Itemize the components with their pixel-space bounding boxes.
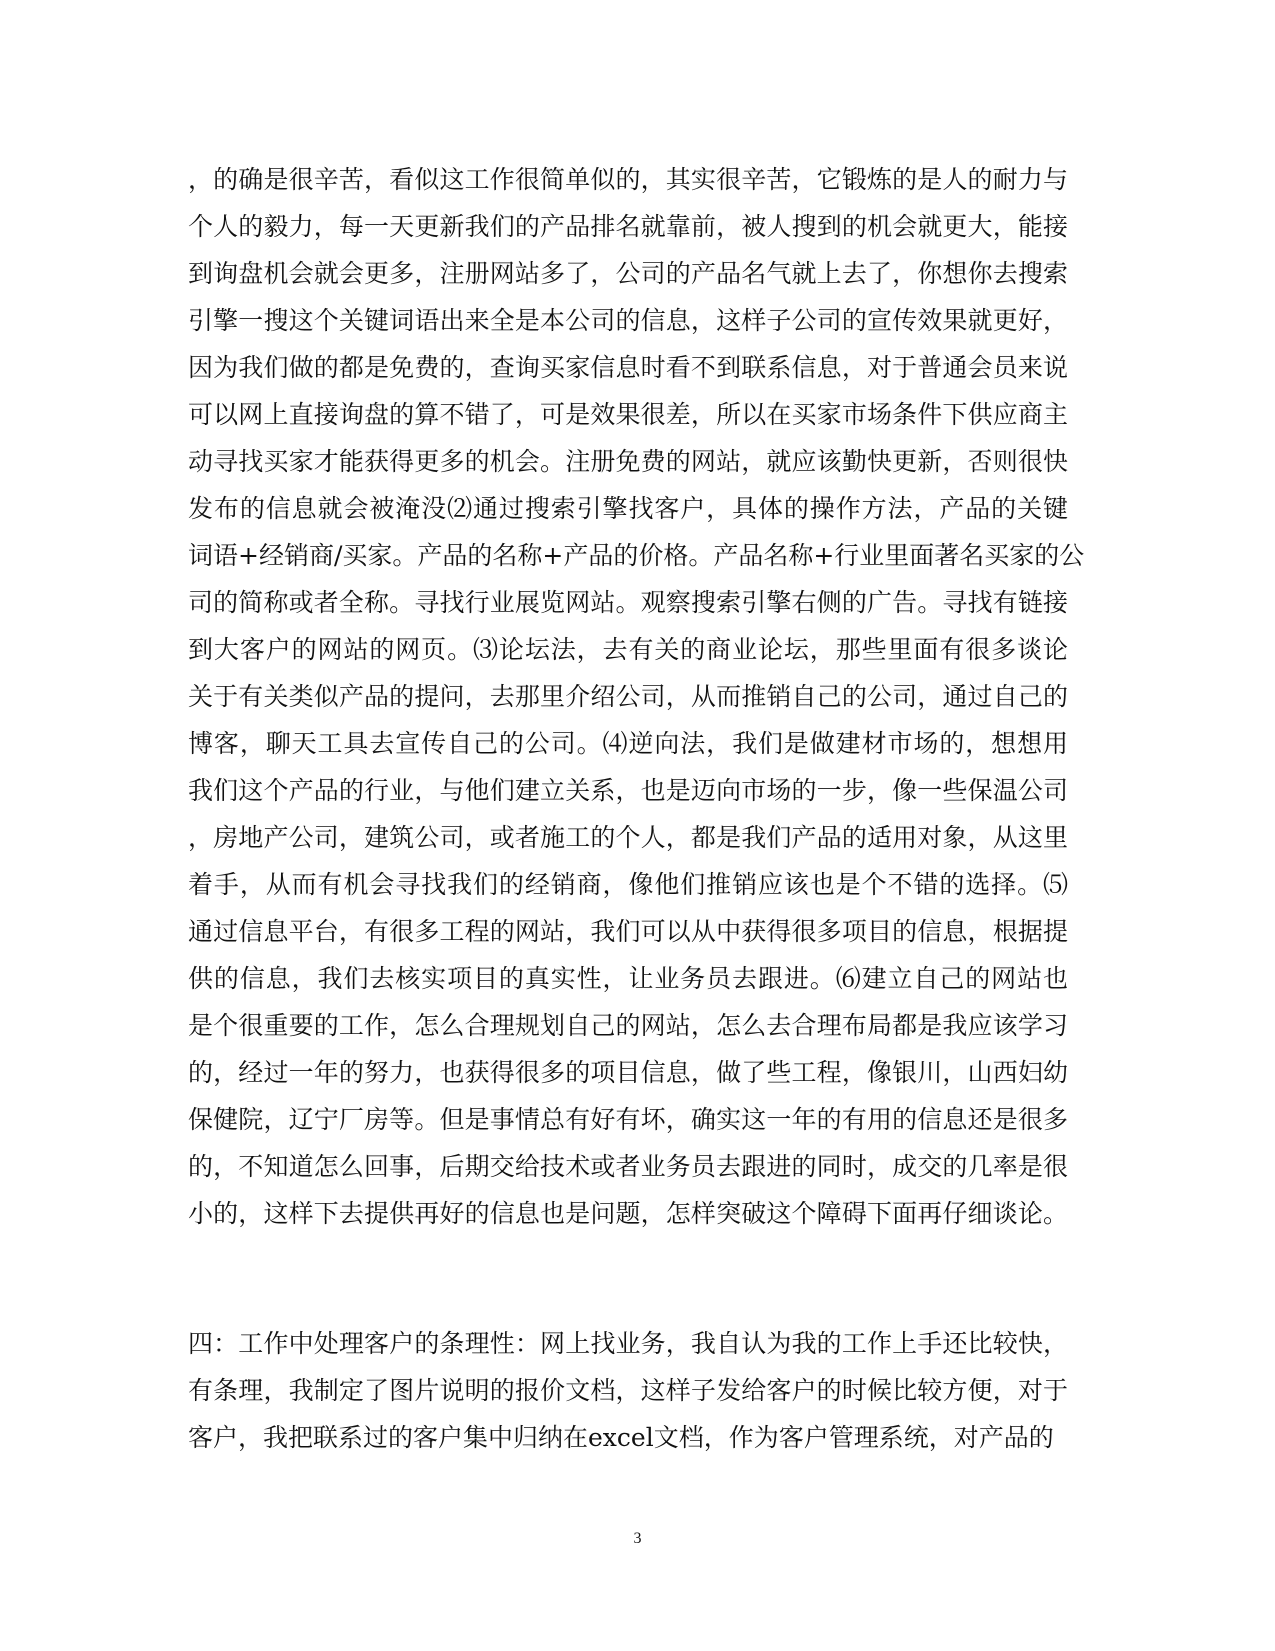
text-line: 客户，我把联系过的客户集中归纳在excel文档，作为客户管理系统，对产品的 [188, 1423, 1054, 1452]
text-line: 发布的信息就会被淹没⑵通过搜索引擎找客户，具体的操作方法，产品的关键 [188, 494, 1068, 523]
text-line: 动寻找买家才能获得更多的机会。注册免费的网站，就应该勤快更新，否则很快 [188, 447, 1068, 476]
text-line: 的，不知道怎么回事，后期交给技术或者业务员去跟进的同时，成交的几率是很 [188, 1152, 1068, 1181]
text-line: 到大客户的网站的网页。⑶论坛法，去有关的商业论坛，那些里面有很多谈论 [188, 635, 1068, 664]
text-line: 可以网上直接询盘的算不错了，可是效果很差，所以在买家市场条件下供应商主 [188, 400, 1068, 429]
text-line: 词语+经销商/买家。产品的名称+产品的价格。产品名称+行业里面著名买家的公 [188, 541, 1085, 570]
paragraph-client-handling [188, 1320, 1068, 1461]
text-line: 保健院，辽宁厂房等。但是事情总有好有坏，确实这一年的有用的信息还是很多 [188, 1105, 1068, 1134]
text-line: ，房地产公司，建筑公司，或者施工的个人，都是我们产品的适用对象，从这里 [188, 823, 1068, 852]
text-line: 个人的毅力，每一天更新我们的产品排名就靠前，被人搜到的机会就更大，能接 [188, 212, 1068, 241]
text-line: 小的，这样下去提供再好的信息也是问题，怎样突破这个障碍下面再仔细谈论。 [188, 1199, 1068, 1228]
text-line: 我们这个产品的行业，与他们建立关系，也是迈向市场的一步，像一些保温公司 [188, 776, 1068, 805]
text-line: 到询盘机会就会更多，注册网站多了，公司的产品名气就上去了，你想你去搜索 [188, 259, 1068, 288]
text-line: 关于有关类似产品的提问，去那里介绍公司，从而推销自己的公司，通过自己的 [188, 682, 1068, 711]
text-line: 引擎一搜这个关键词语出来全是本公司的信息，这样子公司的宣传效果就更好， [188, 306, 1068, 335]
text-line: ，的确是很辛苦，看似这工作很简单似的，其实很辛苦，它锻炼的是人的耐力与 [188, 165, 1068, 194]
text-line: 有条理，我制定了图片说明的报价文档，这样子发给客户的时候比较方便，对于 [188, 1376, 1068, 1405]
page-number: 3 [633, 1530, 642, 1547]
text-line: 通过信息平台，有很多工程的网站，我们可以从中获得很多项目的信息，根据提 [188, 917, 1068, 946]
text-line: 因为我们做的都是免费的，查询买家信息时看不到联系信息，对于普通会员来说 [188, 353, 1068, 382]
text-line: 是个很重要的工作，怎么合理规划自己的网站，怎么去合理布局都是我应该学习 [188, 1011, 1068, 1040]
text-line: 着手，从而有机会寻找我们的经销商，像他们推销应该也是个不错的选择。⑸ [188, 870, 1068, 899]
text-line: 博客，聊天工具去宣传自己的公司。⑷逆向法，我们是做建材市场的，想想用 [188, 729, 1068, 758]
paragraph-search-methods [188, 156, 1085, 1237]
text-line: 供的信息，我们去核实项目的真实性，让业务员去跟进。⑹建立自己的网站也 [188, 964, 1068, 993]
text-line: 司的简称或者全称。寻找行业展览网站。观察搜索引擎右侧的广告。寻找有链接 [188, 588, 1068, 617]
text-line: 四：工作中处理客户的条理性：网上找业务，我自认为我的工作上手还比较快， [188, 1329, 1068, 1358]
text-line: 的，经过一年的努力，也获得很多的项目信息，做了些工程，像银川，山西妇幼 [188, 1058, 1068, 1087]
